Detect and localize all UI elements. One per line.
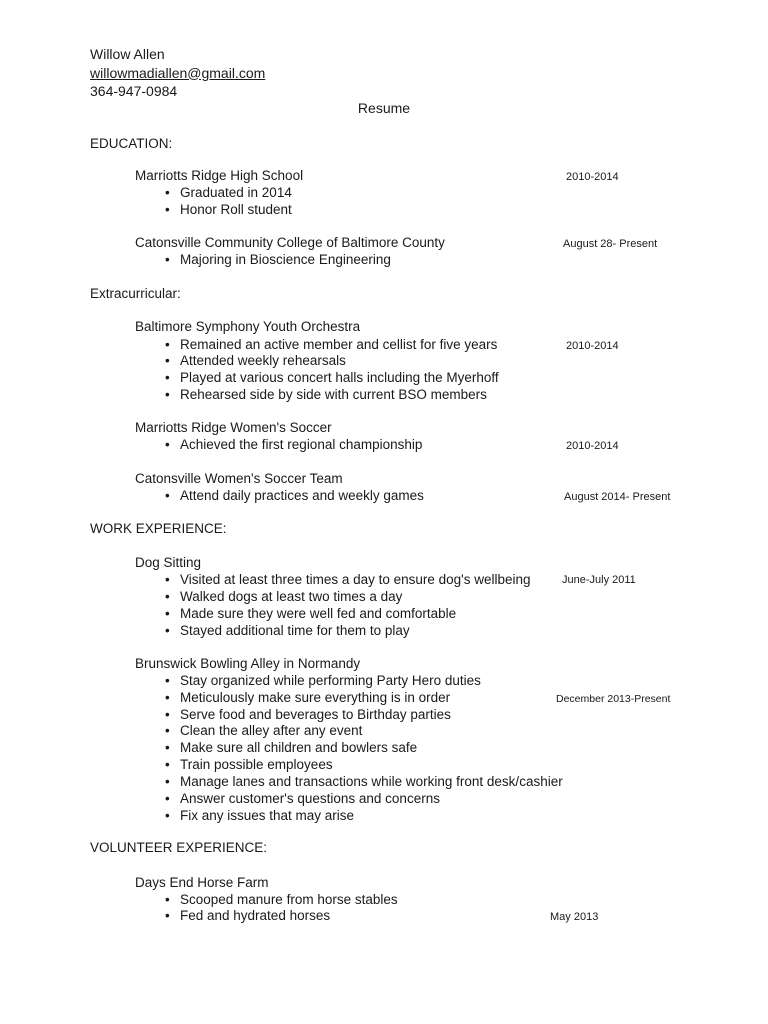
bullet-text: Honor Roll student — [180, 202, 292, 217]
bullet-icon: • — [165, 908, 170, 923]
applicant-name: Willow Allen — [90, 46, 165, 62]
bullet-icon: • — [165, 488, 170, 503]
bullet-text: Walked dogs at least two times a day — [180, 589, 403, 604]
section-heading-work: WORK EXPERIENCE: — [90, 521, 227, 536]
entry-title: Days End Horse Farm — [135, 875, 269, 890]
contact-header — [90, 45, 265, 101]
bullet-text: Graduated in 2014 — [180, 185, 292, 200]
bullet-icon: • — [165, 740, 170, 755]
entry-title: Brunswick Bowling Alley in Normandy — [135, 656, 361, 671]
bullet-text: Manage lanes and transactions while working front desk/cashier — [180, 774, 563, 789]
bullet-text: Majoring in Bioscience Engineering — [180, 252, 391, 267]
entry-date: August 2014- Present — [564, 491, 671, 503]
bullet-text: Make sure all children and bowlers safe — [180, 740, 418, 755]
bullet-icon: • — [165, 791, 170, 806]
bullet-icon: • — [165, 437, 170, 452]
bullet-icon: • — [165, 606, 170, 621]
bullet-text: Fed and hydrated horses — [180, 908, 331, 923]
bullet-text: Scooped manure from horse stables — [180, 892, 398, 907]
bullet-icon: • — [165, 185, 170, 200]
bullet-icon: • — [165, 337, 170, 352]
bullet-icon: • — [165, 623, 170, 638]
bullet-text: Stayed additional time for them to play — [180, 623, 410, 638]
bullet-text: Stay organized while performing Party Hero duties — [180, 673, 481, 688]
entry-date: May 2013 — [550, 911, 599, 923]
phone-number: 364-947-0984 — [90, 83, 178, 99]
entry-title: Marriotts Ridge High School — [135, 168, 304, 183]
email-link[interactable]: willowmadiallen@gmail.com — [90, 64, 266, 81]
bullet-text: Fix any issues that may arise — [180, 808, 355, 823]
bullet-text: Clean the alley after any event — [180, 723, 363, 738]
bullet-text: Visited at least three times a day to ensure dog's wellbeing — [180, 572, 531, 587]
entry-title: Marriotts Ridge Women's Soccer — [135, 420, 332, 435]
entry-title: Dog Sitting — [135, 555, 202, 570]
bullet-icon: • — [165, 572, 170, 587]
bullet-text: Attended weekly rehearsals — [180, 353, 346, 368]
bullet-icon: • — [165, 774, 170, 789]
bullet-text: Rehearsed side by side with current BSO members — [180, 387, 487, 402]
entry-title: Baltimore Symphony Youth Orchestra — [135, 319, 361, 334]
section-heading-volunteer: VOLUNTEER EXPERIENCE: — [90, 840, 268, 855]
entry-date: June-July 2011 — [562, 574, 636, 586]
bullet-text: Remained an active member and cellist for five years — [180, 337, 498, 352]
bullet-text: Train possible employees — [180, 757, 333, 772]
bullet-icon: • — [165, 202, 170, 217]
entry-date: December 2013-Present — [556, 693, 671, 705]
section-heading-education: EDUCATION: — [90, 136, 173, 151]
bullet-icon: • — [165, 387, 170, 402]
entry-date: August 28- Present — [563, 238, 658, 250]
bullet-icon: • — [165, 757, 170, 772]
entry-title: Catonsville Women's Soccer Team — [135, 471, 343, 486]
document-title: Resume — [357, 100, 411, 116]
bullet-icon: • — [165, 690, 170, 705]
bullet-icon: • — [165, 353, 170, 368]
bullet-text: Achieved the first regional championship — [180, 437, 423, 452]
entry-date: 2010-2014 — [566, 340, 619, 352]
bullet-text: Serve food and beverages to Birthday parties — [180, 707, 451, 722]
entry-date: 2010-2014 — [566, 171, 619, 183]
bullet-icon: • — [165, 808, 170, 823]
bullet-text: Meticulously make sure everything is in order — [180, 690, 451, 705]
bullet-icon: • — [165, 707, 170, 722]
bullet-icon: • — [165, 370, 170, 385]
bullet-text: Attend daily practices and weekly games — [180, 488, 424, 503]
bullet-icon: • — [165, 252, 170, 267]
bullet-icon: • — [165, 589, 170, 604]
document-title-row — [0, 100, 768, 116]
entry-date: 2010-2014 — [566, 440, 619, 452]
bullet-icon: • — [165, 673, 170, 688]
bullet-text: Answer customer's questions and concerns — [180, 791, 440, 806]
entry-title: Catonsville Community College of Baltimore County — [135, 235, 445, 250]
bullet-text: Made sure they were well fed and comfortable — [180, 606, 457, 621]
bullet-icon: • — [165, 892, 170, 907]
bullet-text: Played at various concert halls including the Myerhoff — [180, 370, 499, 385]
section-heading-extracurricular: Extracurricular: — [90, 286, 181, 301]
bullet-icon: • — [165, 723, 170, 738]
